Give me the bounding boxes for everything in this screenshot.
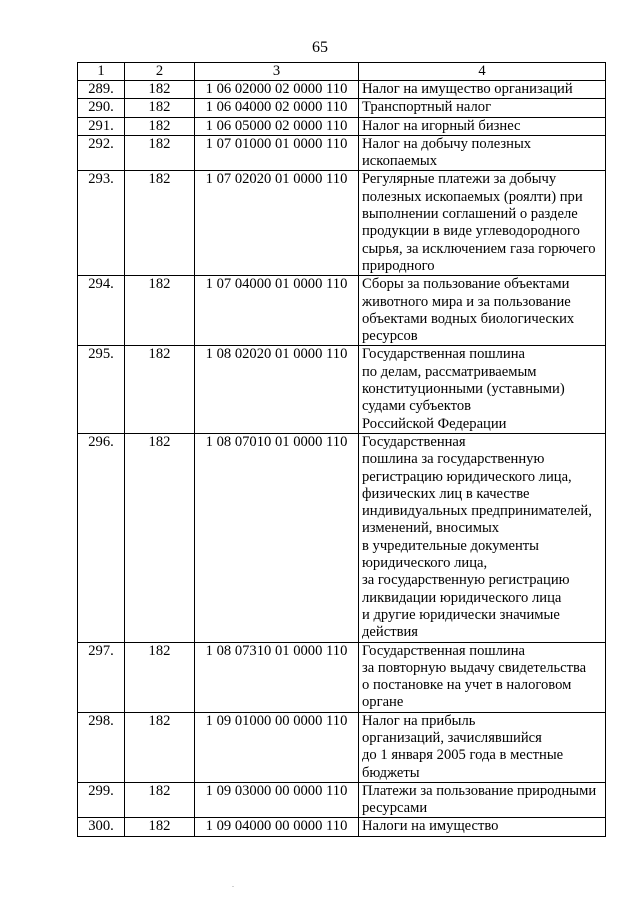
- table-body: [78, 81, 606, 837]
- budget-code-cell: 1 08 07010 01 0000 110: [195, 433, 359, 642]
- admin-code-cell: 182: [125, 171, 195, 276]
- revenue-name-line: Платежи за пользование природными: [362, 782, 597, 799]
- revenue-name-line: в учредительные документы: [362, 537, 539, 554]
- revenue-name-cell: [359, 117, 606, 135]
- admin-code-cell: 182: [125, 433, 195, 642]
- revenue-name-line: Государственная пошлина: [362, 642, 525, 659]
- revenue-name-line: физических лиц в качестве: [362, 485, 530, 502]
- revenue-name-line: за государственную регистрацию: [362, 572, 570, 589]
- row-number-cell: 294.: [78, 276, 125, 346]
- row-number-cell: 292.: [78, 135, 125, 171]
- revenue-name-cell: [359, 712, 606, 782]
- revenue-name-line: за повторную выдачу свидетельства: [362, 659, 587, 676]
- revenue-name-cell: [359, 818, 606, 836]
- revenue-name-line: Налог на прибыль: [362, 712, 476, 729]
- table-row: [78, 712, 606, 782]
- page-number: 65: [312, 39, 328, 56]
- table-row: [78, 135, 606, 171]
- admin-code-cell: 182: [125, 712, 195, 782]
- revenue-name-line: полезных ископаемых (роялти) при: [362, 188, 583, 205]
- budget-code-cell: 1 08 07310 01 0000 110: [195, 642, 359, 712]
- row-number-cell: 291.: [78, 117, 125, 135]
- revenue-name-line: сырья, за исключением газа горючего: [362, 240, 596, 257]
- row-number-cell: 297.: [78, 642, 125, 712]
- revenue-name-line: до 1 января 2005 года в местные: [362, 747, 564, 764]
- row-number-cell: 290.: [78, 99, 125, 117]
- budget-code-cell: 1 07 02020 01 0000 110: [195, 171, 359, 276]
- revenue-name-cell: [359, 782, 606, 818]
- table-row: [78, 782, 606, 818]
- revenue-name-line: юридического лица,: [362, 555, 488, 572]
- budget-code-cell: 1 07 04000 01 0000 110: [195, 276, 359, 346]
- revenue-name-line: ресурсов: [362, 328, 418, 345]
- budget-code-cell: 1 06 04000 02 0000 110: [195, 99, 359, 117]
- revenue-name-line: бюджеты: [362, 764, 420, 781]
- revenue-name-line: животного мира и за пользование: [362, 293, 571, 310]
- table-row: [78, 81, 606, 99]
- revenue-name-cell: [359, 433, 606, 642]
- row-number-cell: 300.: [78, 818, 125, 836]
- header-col-1: 1: [78, 63, 125, 81]
- revenue-name-line: Российской Федерации: [362, 415, 507, 432]
- budget-code-cell: 1 08 02020 01 0000 110: [195, 346, 359, 433]
- revenue-name-line: Государственная: [362, 433, 466, 450]
- table-row: [78, 99, 606, 117]
- revenue-name-line: Налог на игорный бизнес: [362, 117, 521, 134]
- revenue-name-line: природного: [362, 257, 435, 274]
- revenue-name-cell: [359, 99, 606, 117]
- revenue-name-line: конституционными (уставными): [362, 381, 565, 398]
- budget-code-cell: 1 06 05000 02 0000 110: [195, 117, 359, 135]
- revenue-name-line: судами субъектов: [362, 398, 472, 415]
- admin-code-cell: 182: [125, 81, 195, 99]
- revenue-name-line: Сборы за пользование объектами: [362, 276, 570, 293]
- revenue-name-line: ликвидации юридического лица: [362, 589, 562, 606]
- revenue-name-line: органе: [362, 694, 404, 711]
- table-row: [78, 818, 606, 836]
- row-number-cell: 296.: [78, 433, 125, 642]
- revenue-name-line: индивидуальных предпринимателей,: [362, 503, 592, 520]
- revenue-name-line: регистрацию юридического лица,: [362, 468, 572, 485]
- revenue-name-line: ресурсами: [362, 800, 428, 817]
- revenue-name-line: организаций, зачислявшийся: [362, 729, 542, 746]
- scan-speck: .: [232, 880, 234, 889]
- revenue-name-cell: [359, 81, 606, 99]
- admin-code-cell: 182: [125, 346, 195, 433]
- revenue-name-line: Государственная пошлина: [362, 346, 525, 363]
- admin-code-cell: 182: [125, 818, 195, 836]
- budget-code-cell: 1 09 04000 00 0000 110: [195, 818, 359, 836]
- revenue-name-line: Налоги на имущество: [362, 818, 499, 835]
- revenue-name-cell: [359, 346, 606, 433]
- revenue-name-line: ископаемых: [362, 153, 438, 170]
- row-number-cell: 299.: [78, 782, 125, 818]
- revenue-name-line: по делам, рассматриваемым: [362, 363, 537, 380]
- revenue-codes-table: [77, 62, 606, 837]
- budget-code-cell: 1 09 03000 00 0000 110: [195, 782, 359, 818]
- table-row: [78, 642, 606, 712]
- revenue-name-line: Регулярные платежи за добычу: [362, 171, 557, 188]
- row-number-cell: 289.: [78, 81, 125, 99]
- table-row: [78, 171, 606, 276]
- table-row: [78, 433, 606, 642]
- revenue-name-cell: [359, 276, 606, 346]
- revenue-name-line: Налог на добычу полезных: [362, 135, 532, 152]
- revenue-name-line: пошлина за государственную: [362, 451, 545, 468]
- table-row: [78, 117, 606, 135]
- table-row: [78, 346, 606, 433]
- revenue-name-line: действия: [362, 624, 418, 641]
- admin-code-cell: 182: [125, 782, 195, 818]
- header-col-2: 2: [125, 63, 195, 81]
- budget-code-cell: 1 09 01000 00 0000 110: [195, 712, 359, 782]
- admin-code-cell: 182: [125, 642, 195, 712]
- revenue-name-line: Транспортный налог: [362, 99, 492, 116]
- revenue-name-line: изменений, вносимых: [362, 520, 500, 537]
- header-col-4: 4: [359, 63, 606, 81]
- admin-code-cell: 182: [125, 276, 195, 346]
- budget-code-cell: 1 06 02000 02 0000 110: [195, 81, 359, 99]
- revenue-name-line: о постановке на учет в налоговом: [362, 677, 572, 694]
- revenue-name-line: объектами водных биологических: [362, 310, 575, 327]
- row-number-cell: 293.: [78, 171, 125, 276]
- revenue-name-line: выполнении соглашений о разделе: [362, 206, 578, 223]
- admin-code-cell: 182: [125, 117, 195, 135]
- admin-code-cell: 182: [125, 135, 195, 171]
- revenue-name-line: и другие юридически значимые: [362, 606, 560, 623]
- table-row: [78, 276, 606, 346]
- row-number-cell: 298.: [78, 712, 125, 782]
- admin-code-cell: 182: [125, 99, 195, 117]
- revenue-name-cell: [359, 642, 606, 712]
- revenue-name-cell: [359, 171, 606, 276]
- revenue-name-line: продукции в виде углеводородного: [362, 223, 580, 240]
- row-number-cell: 295.: [78, 346, 125, 433]
- revenue-name-cell: [359, 135, 606, 171]
- header-col-3: 3: [195, 63, 359, 81]
- table-header-row: [78, 63, 606, 81]
- budget-code-cell: 1 07 01000 01 0000 110: [195, 135, 359, 171]
- revenue-name-line: Налог на имущество организаций: [362, 81, 573, 97]
